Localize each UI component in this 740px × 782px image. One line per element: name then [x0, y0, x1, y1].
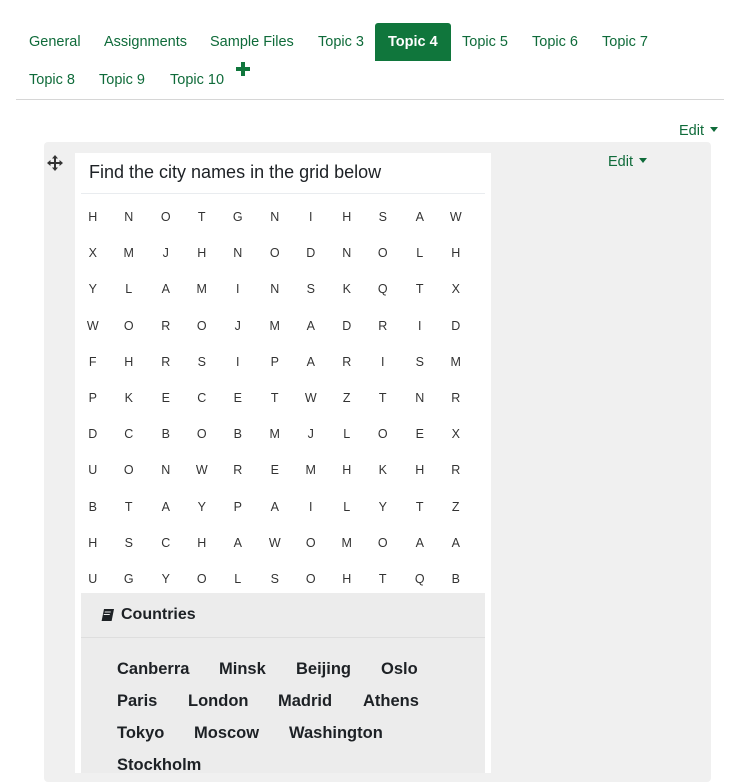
tab-sample-files[interactable]: Sample Files: [210, 34, 294, 50]
grid-letter: O: [160, 210, 172, 224]
grid-letter: R: [451, 391, 461, 405]
grid-letter: N: [270, 210, 280, 224]
add-topic-button[interactable]: [235, 61, 251, 77]
grid-letter: O: [123, 463, 135, 478]
grid-letter: O: [377, 246, 389, 261]
grid-letter: I: [236, 282, 240, 297]
grid-letter: Y: [197, 499, 207, 514]
grid-letter: E: [161, 391, 171, 405]
word-paris: Paris: [117, 692, 158, 710]
grid-letter: B: [88, 499, 98, 514]
grid-letter: D: [306, 246, 316, 261]
grid-letter: S: [124, 535, 134, 550]
grid-letter: Q: [414, 572, 426, 586]
grid-letter: K: [378, 463, 388, 478]
grid-letter: A: [233, 535, 243, 550]
grid-letter: R: [342, 354, 352, 369]
grid-letter: D: [451, 318, 461, 333]
title-divider: [81, 193, 485, 194]
grid-letter: Q: [377, 282, 389, 297]
grid-letter: J: [307, 427, 315, 442]
grid-letter: B: [233, 427, 243, 442]
grid-letter: A: [161, 499, 171, 514]
grid-letter: N: [124, 210, 134, 224]
grid-letter: M: [269, 427, 281, 442]
grid-letter: P: [270, 354, 280, 369]
word-moscow: Moscow: [194, 724, 260, 742]
word-list-panel: [81, 593, 485, 773]
grid-letter: L: [416, 246, 424, 261]
grid-letter: E: [270, 463, 280, 478]
grid-letter: A: [306, 354, 316, 369]
grid-letter: H: [88, 210, 98, 224]
grid-letter: K: [342, 282, 352, 297]
grid-letter: T: [197, 210, 207, 224]
grid-letter: L: [125, 282, 133, 297]
grid-letter: X: [451, 427, 461, 442]
grid-letter: R: [378, 318, 388, 333]
grid-letter: L: [343, 499, 351, 514]
grid-letter: P: [88, 391, 98, 405]
grid-letter: H: [197, 246, 207, 261]
grid-letter: T: [415, 499, 425, 514]
tab-topic-4[interactable]: Topic 4: [375, 23, 451, 61]
grid-letter: O: [377, 535, 389, 550]
tab-general[interactable]: General: [29, 34, 81, 50]
grid-letter: E: [415, 427, 425, 442]
grid-letter: O: [196, 318, 208, 333]
grid-letter: X: [451, 282, 461, 297]
grid-letter: S: [197, 354, 207, 369]
grid-letter: S: [378, 210, 388, 224]
word-beijing: Beijing: [296, 660, 352, 678]
tab-assignments[interactable]: Assignments: [104, 34, 188, 50]
grid-letter: Y: [161, 572, 171, 586]
grid-letter: N: [161, 463, 171, 478]
grid-letter: U: [88, 463, 98, 478]
grid-letter: H: [342, 463, 352, 478]
grid-letter: O: [269, 246, 281, 261]
grid-letter: E: [233, 391, 243, 405]
grid-letter: S: [415, 354, 425, 369]
grid-letter: M: [123, 246, 135, 261]
grid-letter: R: [233, 463, 243, 478]
grid-letter: H: [342, 210, 352, 224]
grid-letter: K: [124, 391, 134, 405]
grid-letter: Z: [342, 391, 352, 405]
grid-letter: T: [270, 391, 280, 405]
grid-letter: H: [124, 354, 134, 369]
section-edit-label: Edit: [679, 123, 704, 139]
grid-letter: I: [309, 499, 313, 514]
grid-letter: H: [415, 463, 425, 478]
grid-letter: G: [232, 210, 244, 224]
grid-letter: R: [161, 354, 171, 369]
grid-letter: A: [161, 282, 171, 297]
grid-letter: T: [124, 499, 134, 514]
grid-letter: C: [161, 535, 171, 550]
grid-letter: A: [270, 499, 280, 514]
grid-letter: X: [88, 246, 98, 261]
grid-letter: O: [377, 427, 389, 442]
grid-letter: L: [234, 572, 242, 586]
grid-letter: B: [161, 427, 171, 442]
grid-letter: A: [415, 210, 425, 224]
grid-letter: A: [306, 318, 316, 333]
grid-letter: H: [342, 572, 352, 586]
grid-letter: Y: [88, 282, 98, 297]
activity-edit-label: Edit: [608, 154, 633, 170]
grid-letter: T: [378, 572, 388, 586]
tab-topic-9[interactable]: Topic 9: [99, 72, 145, 88]
tab-topic-6[interactable]: Topic 6: [532, 34, 578, 50]
word-list-header: [81, 593, 485, 638]
grid-letter: J: [162, 246, 170, 261]
move-icon[interactable]: [46, 154, 64, 172]
grid-letter: H: [451, 246, 461, 261]
grid-letter: O: [305, 572, 317, 586]
word-stockholm: Stockholm: [117, 756, 202, 774]
grid-letter: M: [305, 463, 317, 478]
tab-topic-3[interactable]: Topic 3: [318, 34, 364, 50]
grid-letter: A: [415, 535, 425, 550]
grid-letter: N: [270, 282, 280, 297]
word-oslo: Oslo: [381, 660, 418, 678]
grid-letter: H: [88, 535, 98, 550]
word-madrid: Madrid: [278, 692, 333, 710]
grid-letter: S: [270, 572, 280, 586]
course-topic-tabs: [16, 22, 724, 100]
word-tokyo: Tokyo: [117, 724, 165, 742]
tab-topic-7[interactable]: Topic 7: [602, 34, 648, 50]
grid-letter: I: [418, 318, 422, 333]
activity-title: Find the city names in the grid below: [89, 162, 382, 182]
activity-edit-menu[interactable]: [608, 154, 647, 170]
grid-letter: F: [88, 354, 98, 369]
grid-letter: B: [451, 572, 461, 586]
tab-topic-10[interactable]: Topic 10: [170, 72, 225, 88]
grid-letter: H: [197, 535, 207, 550]
grid-letter: L: [343, 427, 351, 442]
grid-letter: A: [451, 535, 461, 550]
grid-letter: M: [269, 318, 281, 333]
grid-letter: W: [195, 463, 209, 478]
grid-letter: D: [342, 318, 352, 333]
grid-letter: Y: [378, 499, 388, 514]
grid-letter: N: [342, 246, 352, 261]
grid-letter: O: [305, 535, 317, 550]
grid-letter: M: [341, 535, 353, 550]
grid-letter: W: [304, 391, 318, 405]
grid-letter: O: [196, 572, 208, 586]
grid-letter: I: [236, 354, 240, 369]
grid-letter: G: [123, 572, 135, 586]
word-list-title: Countries: [121, 606, 196, 623]
chevron-down-icon: [639, 158, 647, 163]
grid-letter: D: [88, 427, 98, 442]
plus-icon: [235, 61, 251, 77]
word-minsk: Minsk: [219, 660, 266, 678]
grid-letter: T: [378, 391, 388, 405]
section-edit-menu[interactable]: [679, 123, 718, 139]
grid-letter: M: [450, 354, 462, 369]
grid-letter: C: [124, 427, 134, 442]
grid-letter: W: [449, 210, 463, 224]
tab-topic-8[interactable]: Topic 8: [29, 72, 75, 88]
word-canberra: Canberra: [117, 660, 190, 678]
grid-letter: P: [233, 499, 243, 514]
grid-letter: Z: [451, 499, 461, 514]
grid-letter: T: [415, 282, 425, 297]
word-athens: Athens: [363, 692, 419, 710]
word-london: London: [188, 692, 249, 710]
chevron-down-icon: [710, 127, 718, 132]
grid-letter: O: [123, 318, 135, 333]
grid-letter: O: [196, 427, 208, 442]
grid-letter: J: [234, 318, 242, 333]
grid-letter: N: [233, 246, 243, 261]
grid-letter: S: [306, 282, 316, 297]
grid-letter: R: [161, 318, 171, 333]
tab-topic-5[interactable]: Topic 5: [462, 34, 508, 50]
grid-letter: W: [86, 318, 100, 333]
grid-letter: C: [197, 391, 207, 405]
grid-letter: I: [381, 354, 385, 369]
grid-letter: W: [268, 535, 282, 550]
grid-letter: U: [88, 572, 98, 586]
grid-letter: I: [309, 210, 313, 224]
grid-letter: R: [451, 463, 461, 478]
word-washington: Washington: [289, 724, 383, 742]
grid-letter: N: [415, 391, 425, 405]
book-icon: [101, 608, 115, 622]
grid-letter: M: [196, 282, 208, 297]
